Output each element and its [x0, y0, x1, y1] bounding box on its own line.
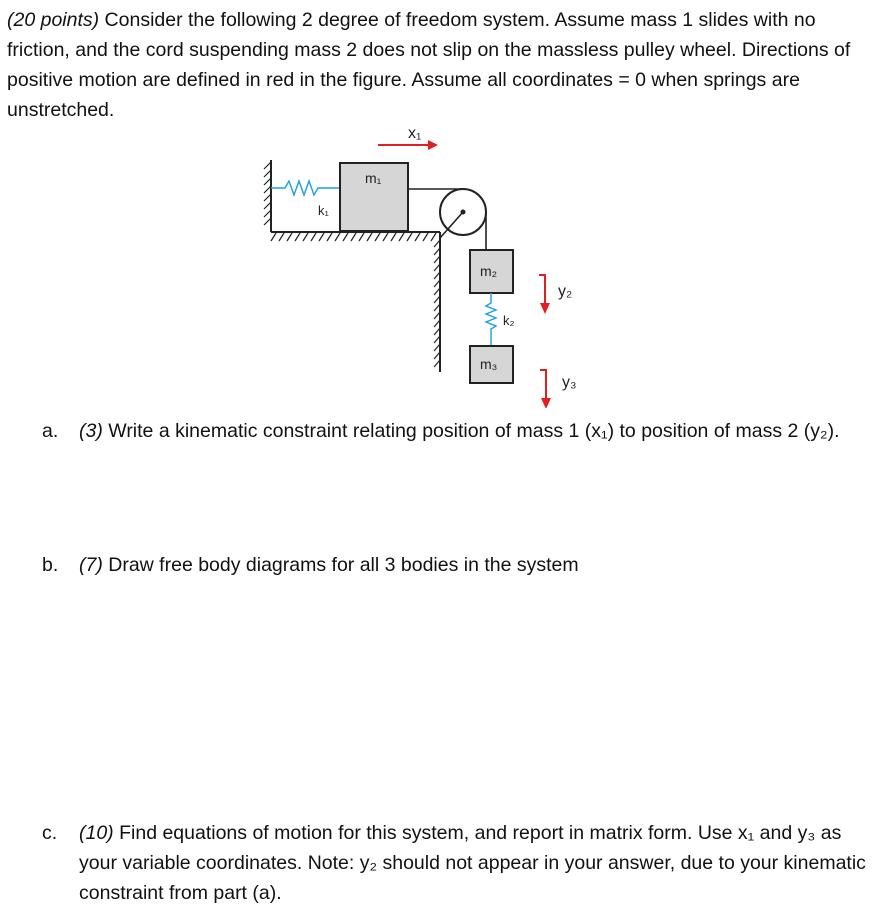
left-wall	[264, 160, 271, 232]
question-b-body	[79, 550, 879, 580]
pulley-wheel	[408, 189, 486, 249]
question-a-letter: a.	[42, 420, 59, 442]
question-c-body	[79, 818, 879, 908]
spring-k1	[271, 181, 340, 195]
label-y3: y₃	[562, 374, 577, 391]
floor-surface	[271, 232, 440, 241]
label-x1: x₁	[408, 125, 422, 142]
problem-intro-text: Consider the following 2 degree of freedom system. Assume mass 1 slides with no friction, and the cord suspending mass 2 does not slip on the massless pulley wheel. Directions of positive motion are defined in red in the figure. Assume all coordinates = 0 when springs are unstretched.	[7, 9, 851, 121]
question-c-text: Find equations of motion for this system, and report in matrix form. Use x₁ and y₃ as your variable coordinates. Note: y₂ should not appear in your answer, due to your kinematic constraint from part (a).	[79, 822, 866, 904]
problem-statement	[7, 5, 877, 125]
question-c-letter: c.	[42, 822, 58, 844]
spring-k2	[486, 293, 496, 346]
question-a-text: Write a kinematic constraint relating position of mass 1 (x₁) to position of mass 2 (y₂).	[102, 420, 840, 442]
question-c-points: (10)	[79, 822, 114, 844]
x1-arrowhead	[428, 140, 438, 150]
question-a-points: (3)	[79, 420, 103, 442]
label-k1: k₁	[318, 203, 329, 218]
label-y2: y₂	[558, 283, 573, 300]
question-b-points: (7)	[79, 554, 103, 576]
question-b-letter: b.	[42, 554, 59, 576]
system-diagram	[262, 118, 602, 408]
problem-points: (20 points)	[7, 9, 100, 31]
label-m1: m₁	[365, 170, 382, 186]
y3-arrow	[540, 370, 551, 408]
label-m3: m₃	[480, 356, 498, 372]
y2-arrow	[539, 275, 550, 314]
question-a-body	[79, 416, 879, 446]
question-b-text: Draw free body diagrams for all 3 bodies in the system	[102, 554, 579, 576]
label-m2: m₂	[480, 263, 498, 279]
label-k2: k₂	[503, 313, 515, 328]
vertical-wall	[434, 232, 440, 372]
